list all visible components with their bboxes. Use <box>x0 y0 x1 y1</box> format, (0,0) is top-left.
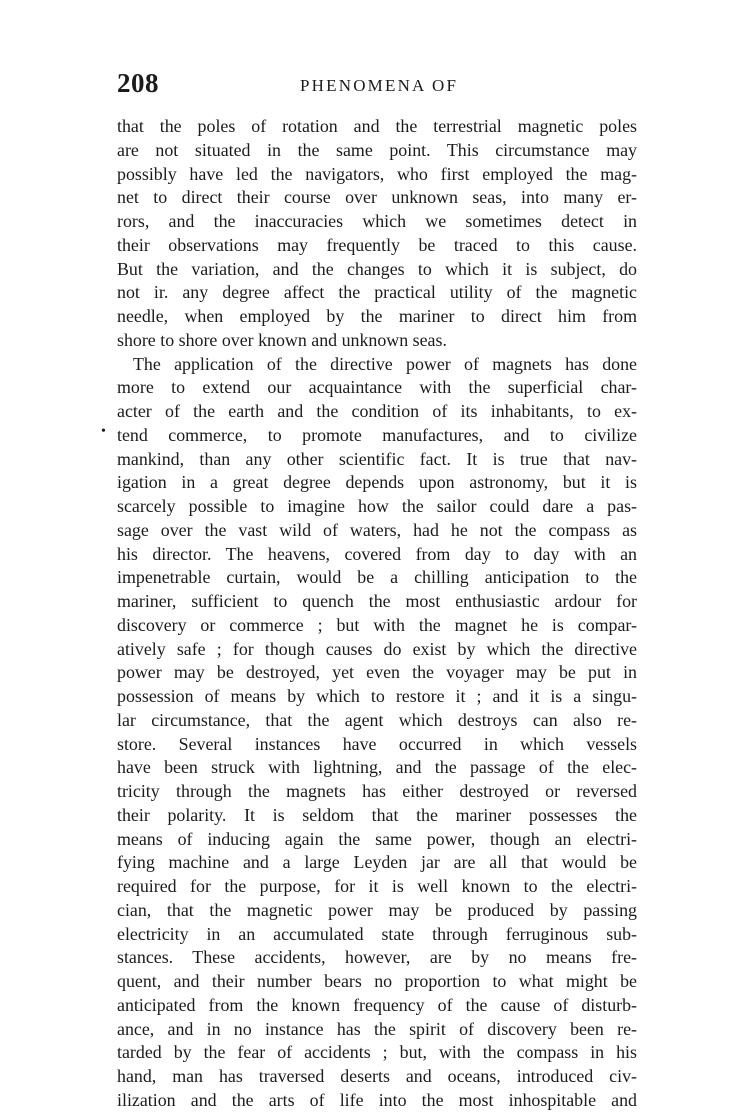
body-text <box>117 115 637 1113</box>
text-line: tend commerce, to promote manufactures, and to civilize <box>117 424 637 445</box>
text-line: atively safe ; for though causes do exist by which the directive <box>117 638 637 659</box>
text-line: means of inducing again the same power, though an electri- <box>117 828 637 849</box>
text-line: sage over the vast wild of waters, had he not the compass as <box>117 519 637 540</box>
text-line: possibly have led the navigators, who first employed the mag- <box>117 163 637 184</box>
text-line: ance, and in no instance has the spirit of discovery been re- <box>117 1018 637 1039</box>
text-line: fying machine and a large Leyden jar are all that would be <box>117 852 637 873</box>
text-line: net to direct their course over unknown seas, into many er- <box>117 187 637 208</box>
text-line: store. Several instances have occurred in which vessels <box>117 733 637 754</box>
page-number: 208 <box>117 68 159 98</box>
running-title: PHENOMENA OF <box>300 76 459 95</box>
paragraph-end-line: shore to shore over known and unknown seas. <box>117 329 447 350</box>
text-line: not ir. any degree affect the practical utility of the magnetic <box>117 282 637 303</box>
text-line: tricity through the magnets has either destroyed or reversed <box>117 781 637 801</box>
text-line: their polarity. It is seldom that the mariner possesses the <box>117 804 637 825</box>
text-line: his director. The heavens, covered from day to day with an <box>117 543 637 564</box>
paragraph-start-line: The application of the directive power of magnets has done <box>133 353 637 374</box>
text-line: stances. These accidents, however, are by no means fre- <box>117 947 637 968</box>
text-line: discovery or commerce ; but with the magnet he is compar- <box>117 614 637 635</box>
text-line: their observations may frequently be traced to this cause. <box>117 234 637 255</box>
text-line: ilization and the arts of life into the most inhospitable and <box>117 1089 637 1110</box>
text-line: that the poles of rotation and the terrestrial magnetic poles <box>117 116 637 136</box>
text-line: quent, and their number bears no proportion to what might be <box>117 971 637 991</box>
text-line: igation in a great degree depends upon astronomy, but it is <box>117 472 637 493</box>
text-line: impenetrable curtain, would be a chilling anticipation to the <box>117 567 637 588</box>
text-line: mankind, than any other scientific fact. It is true that nav- <box>117 448 637 469</box>
text-line: more to extend our acquaintance with the superficial char- <box>117 377 637 398</box>
text-line: tarded by the fear of accidents ; but, with the compass in his <box>117 1042 637 1063</box>
text-line: needle, when employed by the mariner to direct him from <box>117 306 637 326</box>
text-line: required for the purpose, for it is well known to the electri- <box>117 876 637 896</box>
text-line: anticipated from the known frequency of the cause of disturb- <box>117 994 637 1015</box>
page-header <box>117 68 637 100</box>
text-line: power may be destroyed, yet even the voyager may be put in <box>117 662 637 683</box>
margin-mark: • <box>101 424 106 439</box>
text-line: scarcely possible to imagine how the sailor could dare a pas- <box>117 496 637 516</box>
text-line: hand, man has traversed deserts and oceans, introduced civ- <box>117 1066 637 1086</box>
text-line: cian, that the magnetic power may be produced by passing <box>117 899 637 920</box>
text-line: mariner, sufficient to quench the most enthusiastic ardour for <box>117 591 637 611</box>
text-line: But the variation, and the changes to which it is subject, do <box>117 258 637 279</box>
text-line: possession of means by which to restore it ; and it is a singu- <box>117 686 637 706</box>
text-line: rors, and the inaccuracies which we sometimes detect in <box>117 211 637 231</box>
text-line: acter of the earth and the condition of its inhabitants, to ex- <box>117 401 637 421</box>
text-line: lar circumstance, that the agent which destroys can also re- <box>117 709 637 730</box>
text-line: have been struck with lightning, and the passage of the elec- <box>117 757 637 778</box>
text-line: are not situated in the same point. This circumstance may <box>117 139 637 160</box>
text-line: electricity in an accumulated state through ferruginous sub- <box>117 923 637 944</box>
